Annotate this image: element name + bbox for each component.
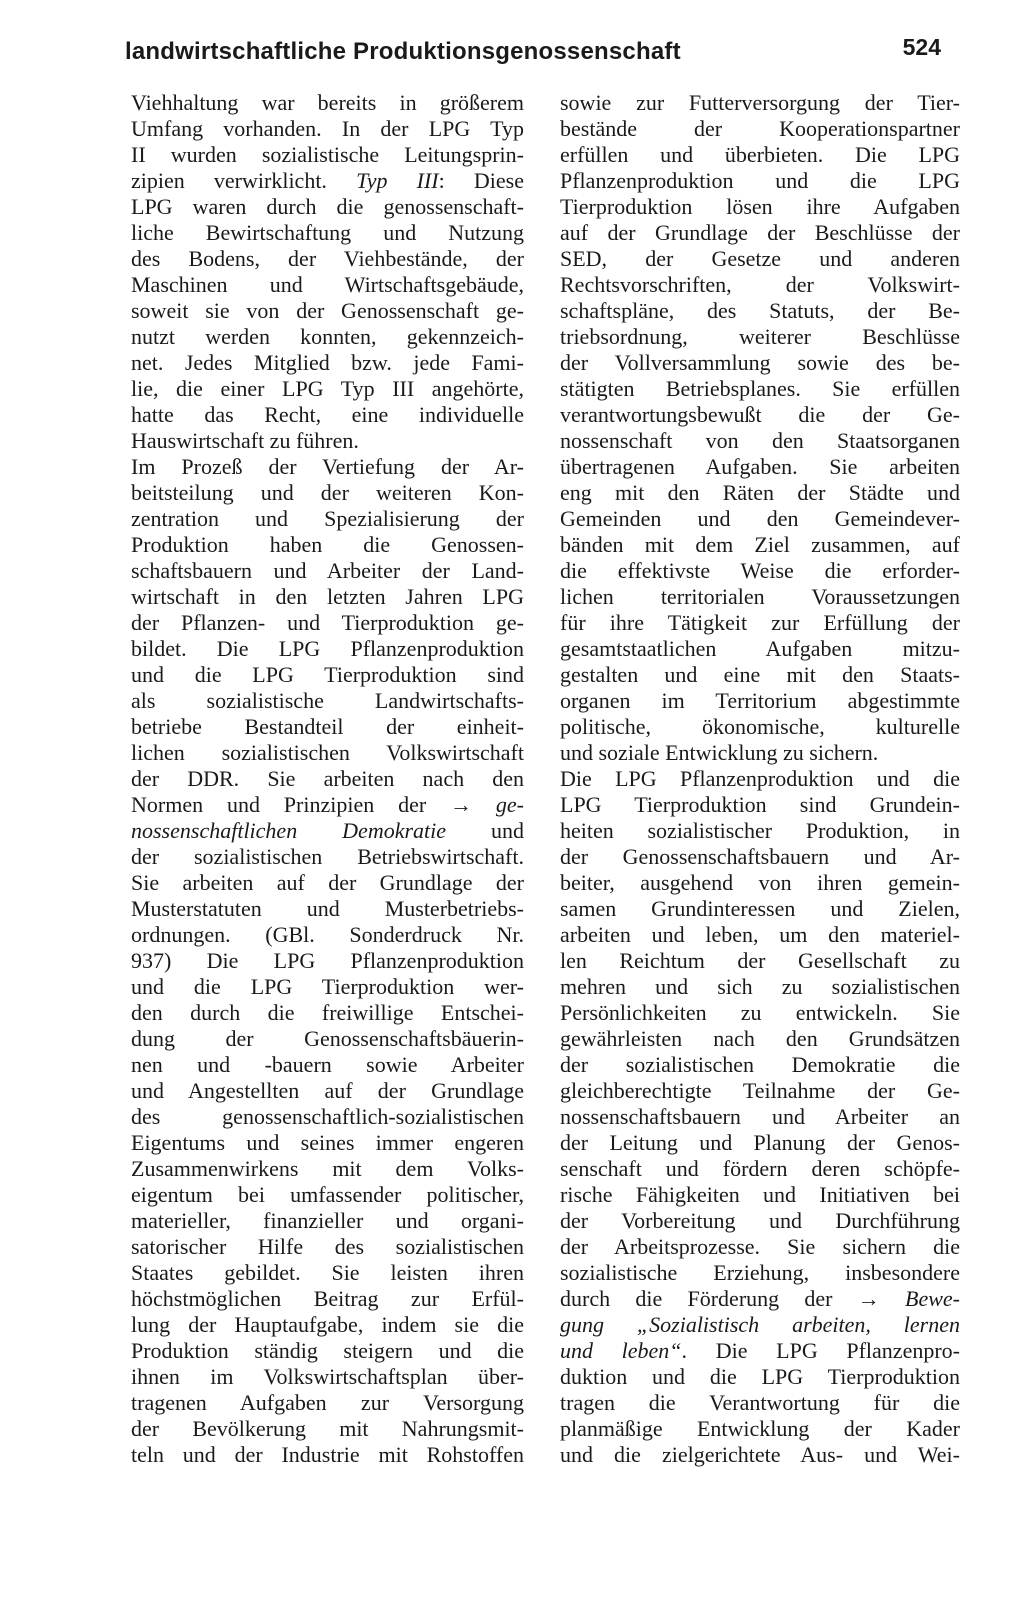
text-line [131, 584, 524, 610]
text-run: die effektivste Weise die erforder- [560, 558, 960, 583]
text-line [560, 480, 960, 506]
text-run: len Reichtum der Gesellschaft zu [560, 948, 960, 973]
text-line [131, 532, 524, 558]
text-run: als sozialistische Landwirtschafts- [131, 688, 524, 713]
text-line [131, 688, 524, 714]
text-line [560, 1078, 960, 1104]
text-line [131, 220, 524, 246]
text-run: triebsordnung, weiterer Beschlüsse [560, 324, 960, 349]
text-run: Maschinen und Wirtschaftsgebäude, [131, 272, 524, 297]
text-run: LPG waren durch die genossenschaft- [131, 194, 524, 219]
italic-text-run: und leben“ [560, 1338, 682, 1363]
text-run: tragen die Verantwortung für die [560, 1390, 960, 1415]
text-line [560, 116, 960, 142]
text-line [131, 1078, 524, 1104]
text-run: übertragenen Aufgaben. Sie arbeiten [560, 454, 960, 479]
text-run: der Bevölkerung mit Nahrungsmit- [131, 1416, 524, 1441]
text-line [131, 1390, 524, 1416]
text-line [131, 1130, 524, 1156]
text-run: betriebe Bestandteil der einheit- [131, 714, 524, 739]
text-line [560, 1442, 960, 1468]
text-line [560, 922, 960, 948]
text-line [560, 220, 960, 246]
text-run: net. Jedes Mitglied bzw. jede Fami- [131, 350, 524, 375]
text-line [131, 142, 524, 168]
text-line [131, 948, 524, 974]
page-number: 524 [902, 34, 941, 60]
text-line [560, 792, 960, 818]
text-line [131, 636, 524, 662]
text-line [560, 896, 960, 922]
text-run: II wurden sozialistische Leitungsprin- [131, 142, 524, 167]
text-run: heiten sozialistischer Produktion, in [560, 818, 960, 843]
text-run: und die zielgerichtete Aus- und Wei- [560, 1442, 960, 1467]
text-line [560, 818, 960, 844]
text-run: arbeiten und leben, um den materiel- [560, 922, 960, 947]
text-line [131, 1286, 524, 1312]
text-line [131, 272, 524, 298]
text-run: eng mit den Räten der Städte und [560, 480, 960, 505]
text-run: Normen und Prinzipien der → [131, 792, 496, 817]
text-line [560, 1026, 960, 1052]
text-line [560, 1052, 960, 1078]
text-line [560, 532, 960, 558]
text-line [560, 376, 960, 402]
text-line [560, 506, 960, 532]
text-line [131, 168, 524, 194]
text-run: des genossenschaftlich-sozialistischen [131, 1104, 524, 1129]
text-run: Die LPG Pflanzenproduktion und die [560, 766, 960, 791]
text-line [131, 974, 524, 1000]
text-run: lichen territorialen Voraussetzungen [560, 584, 960, 609]
text-run: Produktion ständig steigern und die [131, 1338, 524, 1363]
text-line [560, 1156, 960, 1182]
italic-text-run: gung „Sozialistisch arbeiten, lernen [560, 1312, 960, 1337]
text-run: Gemeinden und den Gemeindever- [560, 506, 960, 531]
text-line [560, 558, 960, 584]
text-run: der sozialistischen Demokratie die [560, 1052, 960, 1077]
text-line [560, 870, 960, 896]
text-run: für ihre Tätigkeit zur Erfüllung der [560, 610, 960, 635]
text-run: lie, die einer LPG Typ III angehörte, [131, 376, 524, 401]
text-line [131, 1338, 524, 1364]
text-run: den durch die freiwillige Entschei- [131, 1000, 524, 1025]
text-run: des Bodens, der Viehbestände, der [131, 246, 524, 271]
text-line [560, 298, 960, 324]
text-run: der Leitung und Planung der Genos- [560, 1130, 960, 1155]
text-run: satorischer Hilfe des sozialistischen [131, 1234, 524, 1259]
text-line [560, 1130, 960, 1156]
text-line [560, 168, 960, 194]
text-run: lung der Hauptaufgabe, indem sie die [131, 1312, 524, 1337]
text-run: beiter, ausgehend von ihren gemein- [560, 870, 960, 895]
text-line [131, 1182, 524, 1208]
text-run: soweit sie von der Genossenschaft ge- [131, 298, 524, 323]
text-line [131, 1234, 524, 1260]
text-run: durch die Förderung der → [560, 1286, 906, 1311]
text-run: duktion und die LPG Tierproduktion [560, 1364, 960, 1389]
text-run: rische Fähigkeiten und Initiativen bei [560, 1182, 960, 1207]
text-line [560, 142, 960, 168]
text-run: hatte das Recht, eine individuelle [131, 402, 524, 427]
text-line [560, 610, 960, 636]
text-run: mehren und sich zu sozialistischen [560, 974, 960, 999]
text-run: Pflanzenproduktion und die LPG [560, 168, 960, 193]
text-run: Sie arbeiten auf der Grundlage der [131, 870, 524, 895]
text-line [560, 1416, 960, 1442]
text-line [560, 974, 960, 1000]
text-run: Musterstatuten und Musterbetriebs- [131, 896, 524, 921]
text-line [131, 870, 524, 896]
text-line [131, 1000, 524, 1026]
text-run: ihnen im Volkswirtschaftsplan über- [131, 1364, 524, 1389]
text-column-left [131, 90, 524, 1468]
text-line [131, 740, 524, 766]
text-line [131, 506, 524, 532]
text-line [560, 584, 960, 610]
text-run: und soziale Entwicklung zu sichern. [560, 740, 879, 765]
text-run: planmäßige Entwicklung der Kader [560, 1416, 960, 1441]
text-line [560, 1364, 960, 1390]
text-line [560, 844, 960, 870]
text-line [560, 194, 960, 220]
text-line [131, 428, 524, 454]
text-run: samen Grundinteressen und Zielen, [560, 896, 960, 921]
text-line [560, 1286, 960, 1312]
text-run: nossenschaft von den Staatsorganen [560, 428, 960, 453]
text-run: beitsteilung und der weiteren Kon- [131, 480, 524, 505]
text-run: und die LPG Tierproduktion wer- [131, 974, 524, 999]
text-run: der Genossenschaftsbauern und Ar- [560, 844, 960, 869]
text-line [560, 740, 960, 766]
text-run: der Vollversammlung sowie des be- [560, 350, 960, 375]
text-line [131, 350, 524, 376]
text-line [131, 454, 524, 480]
text-run: materieller, finanzieller und organi- [131, 1208, 524, 1233]
text-line [131, 1416, 524, 1442]
text-line [560, 1312, 960, 1338]
text-line [560, 1208, 960, 1234]
text-run: wirtschaft in den letzten Jahren LPG [131, 584, 524, 609]
text-line [131, 1156, 524, 1182]
text-run: ordnungen. (GBl. Sonderdruck Nr. [131, 922, 524, 947]
text-run: Rechtsvorschriften, der Volkswirt- [560, 272, 960, 297]
text-run: der sozialistischen Betriebswirtschaft. [131, 844, 524, 869]
text-line [560, 714, 960, 740]
text-line [131, 792, 524, 818]
italic-text-run: Bewe- [905, 1286, 960, 1311]
text-line [560, 948, 960, 974]
text-line [131, 1208, 524, 1234]
text-line [131, 1442, 524, 1468]
text-run: sowie zur Futterversorgung der Tier- [560, 90, 960, 115]
text-run: Im Prozeß der Vertiefung der Ar- [131, 454, 524, 479]
text-run: schaftsbauern und Arbeiter der Land- [131, 558, 524, 583]
text-run: und [446, 818, 524, 843]
text-run: 937) Die LPG Pflanzenproduktion [131, 948, 524, 973]
text-run: liche Bewirtschaftung und Nutzung [131, 220, 524, 245]
text-run: nossenschaftsbauern und Arbeiter an [560, 1104, 960, 1129]
text-line [131, 844, 524, 870]
text-run: sozialistische Erziehung, insbesondere [560, 1260, 960, 1285]
text-run: erfüllen und überbieten. Die LPG [560, 142, 960, 167]
text-run: eigentum bei umfassender politischer, [131, 1182, 524, 1207]
text-line [131, 896, 524, 922]
text-line [131, 1104, 524, 1130]
text-run: gestalten und eine mit den Staats- [560, 662, 960, 687]
text-line [131, 376, 524, 402]
text-run: Persönlichkeiten zu entwickeln. Sie [560, 1000, 960, 1025]
text-run: gesamtstaatlichen Aufgaben mitzu- [560, 636, 960, 661]
text-line [131, 194, 524, 220]
text-line [131, 766, 524, 792]
text-line [560, 428, 960, 454]
text-run: der Pflanzen- und Tierproduktion ge- [131, 610, 524, 635]
text-run: auf der Grundlage der Beschlüsse der [560, 220, 960, 245]
text-line [560, 1338, 960, 1364]
text-line [560, 324, 960, 350]
text-run: nen und -bauern sowie Arbeiter [131, 1052, 524, 1077]
text-run: höchstmöglichen Beitrag zur Erfül- [131, 1286, 524, 1311]
text-run: lichen sozialistischen Volkswirtschaft [131, 740, 524, 765]
text-line [560, 1234, 960, 1260]
text-line [560, 1182, 960, 1208]
text-line [131, 1026, 524, 1052]
text-line [131, 610, 524, 636]
text-run: Hauswirtschaft zu führen. [131, 428, 359, 453]
text-run: Eigentums und seines immer engeren [131, 1130, 524, 1155]
text-line [131, 116, 524, 142]
text-line [560, 272, 960, 298]
text-run: LPG Tierproduktion sind Grundein- [560, 792, 960, 817]
text-line [560, 350, 960, 376]
text-run: zipien verwirklicht. [131, 168, 357, 193]
italic-text-run: nossenschaftlichen Demokratie [131, 818, 447, 843]
text-run: dung der Genossenschaftsbäuerin- [131, 1026, 524, 1051]
text-line [131, 324, 524, 350]
text-run: SED, der Gesetze und anderen [560, 246, 960, 271]
italic-text-run: ge- [495, 792, 524, 817]
text-run: Produktion haben die Genossen- [131, 532, 524, 557]
text-run: politische, ökonomische, kulturelle [560, 714, 960, 739]
text-line [131, 90, 524, 116]
text-line [560, 636, 960, 662]
italic-text-run: Typ III [356, 168, 439, 193]
running-header-title: landwirtschaftliche Produktionsgenossenschaft [125, 38, 681, 65]
text-line [131, 246, 524, 272]
text-run: der Vorbereitung und Durchführung [560, 1208, 960, 1233]
text-line [560, 454, 960, 480]
text-run: teln und der Industrie mit Rohstoffen [131, 1442, 524, 1467]
text-run: Umfang vorhanden. In der LPG Typ [131, 116, 524, 141]
text-run: bildet. Die LPG Pflanzenproduktion [131, 636, 524, 661]
text-run: der DDR. Sie arbeiten nach den [131, 766, 524, 791]
text-line [560, 766, 960, 792]
text-run: Viehhaltung war bereits in größerem [131, 90, 524, 115]
text-line [560, 1000, 960, 1026]
text-line [131, 1260, 524, 1286]
text-run: der Arbeitsprozesse. Sie sichern die [560, 1234, 960, 1259]
text-column-right [560, 90, 960, 1468]
text-line [131, 1312, 524, 1338]
text-run: gewährleisten nach den Grundsätzen [560, 1026, 960, 1051]
text-run: und die LPG Tierproduktion sind [131, 662, 524, 687]
text-line [560, 662, 960, 688]
text-line [131, 818, 524, 844]
text-run: und Angestellten auf der Grundlage [131, 1078, 524, 1103]
text-run: bänden mit dem Ziel zusammen, auf [560, 532, 960, 557]
text-run: Zusammenwirkens mit dem Volks- [131, 1156, 524, 1181]
text-line [131, 662, 524, 688]
text-run: verantwortungsbewußt die der Ge- [560, 402, 960, 427]
text-line [131, 558, 524, 584]
text-run: Tierproduktion lösen ihre Aufgaben [560, 194, 960, 219]
text-line [131, 922, 524, 948]
text-run: tragenen Aufgaben zur Versorgung [131, 1390, 524, 1415]
text-run: schaftspläne, des Statuts, der Be- [560, 298, 960, 323]
text-line [131, 480, 524, 506]
text-run: organen im Territorium abgestimmte [560, 688, 960, 713]
text-run: stätigten Betriebsplanes. Sie erfüllen [560, 376, 960, 401]
text-line [560, 1260, 960, 1286]
text-line [560, 246, 960, 272]
text-run: senschaft und fördern deren schöpfe- [560, 1156, 960, 1181]
text-line [560, 90, 960, 116]
text-run: nutzt werden konnten, gekennzeich- [131, 324, 524, 349]
text-line [131, 1364, 524, 1390]
text-run: zentration und Spezialisierung der [131, 506, 524, 531]
text-run: : Diese [438, 168, 524, 193]
text-line [131, 298, 524, 324]
text-run: gleichberechtigte Teilnahme der Ge- [560, 1078, 960, 1103]
text-line [131, 714, 524, 740]
text-run: Staates gebildet. Sie leisten ihren [131, 1260, 524, 1285]
text-line [560, 688, 960, 714]
text-line [560, 1390, 960, 1416]
text-line [131, 402, 524, 428]
text-line [560, 1104, 960, 1130]
text-run: bestände der Kooperationspartner [560, 116, 960, 141]
text-line [560, 402, 960, 428]
text-line [131, 1052, 524, 1078]
text-run: . Die LPG Pflanzenpro- [681, 1338, 960, 1363]
